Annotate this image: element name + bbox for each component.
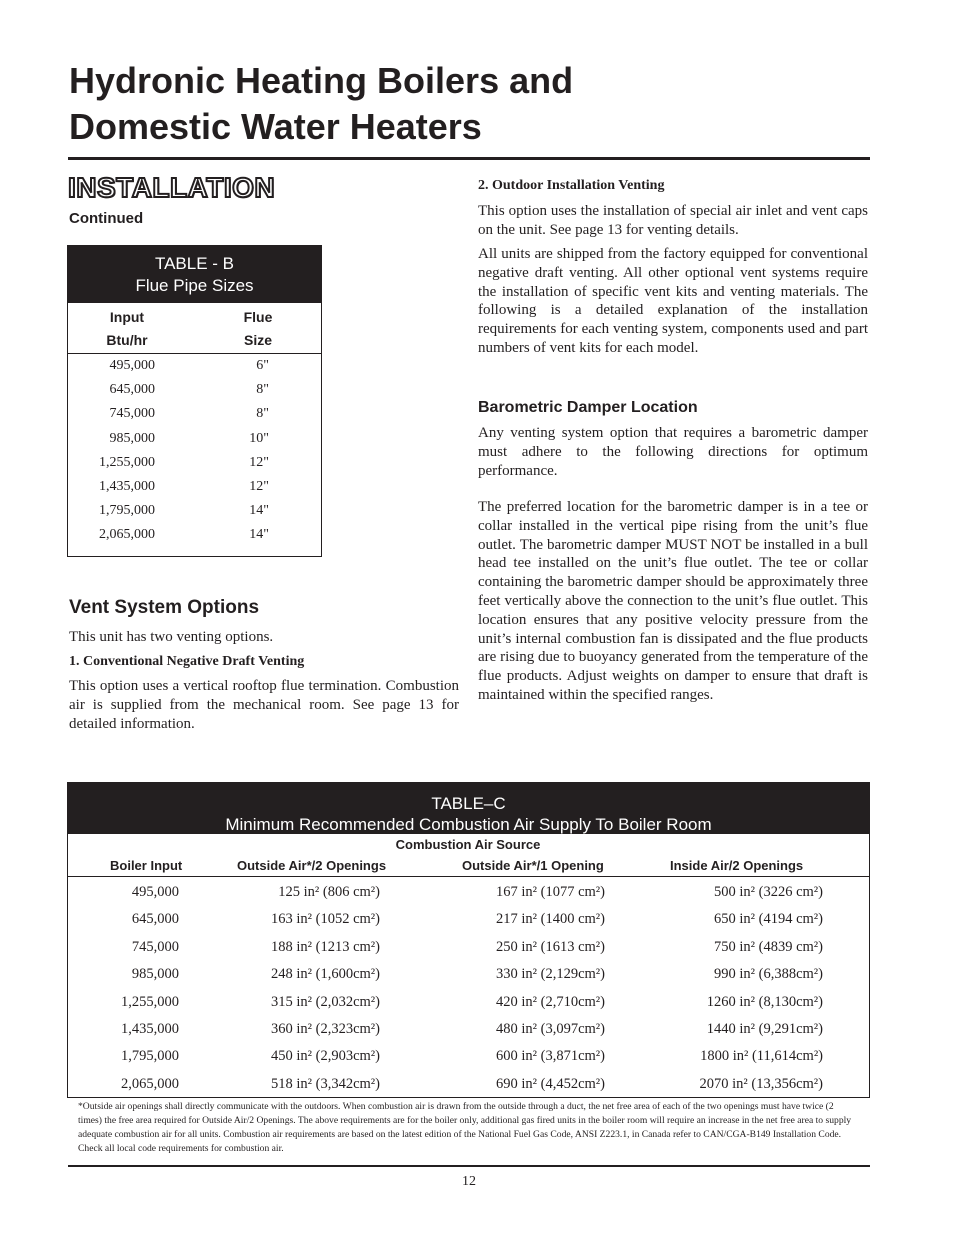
outside-air-1-opening-cell: 690 in² (4,452cm²)	[496, 1075, 605, 1092]
table-row	[68, 1043, 869, 1070]
option1-text: This option uses a vertical rooftop flue termination. Combustion air is supplied from the mechanical room. See page 13 for detailed information.	[69, 678, 459, 732]
table-b-subtitle: Flue Pipe Sizes	[135, 276, 254, 295]
outside-air-1-opening-cell: 330 in² (2,129cm²)	[496, 966, 605, 983]
outside-air-2-openings-cell: 125 in² (806 cm²)	[278, 884, 380, 900]
table-row	[68, 1071, 869, 1098]
table-b-title: TABLE - B	[154, 254, 235, 273]
title-divider	[68, 157, 870, 160]
table-c-subtitle: Minimum Recommended Combustion Air Supply To Boiler Room	[225, 815, 712, 834]
page-title	[69, 58, 889, 150]
vent-options-intro: This unit has two venting options.	[69, 629, 274, 645]
inside-air-2-openings-cell: 750 in² (4839 cm²)	[714, 938, 823, 955]
table-row	[68, 452, 321, 476]
flue-size-cell: 8"	[256, 406, 269, 422]
flue-size-cell: 14"	[249, 503, 269, 519]
table-row	[68, 906, 869, 933]
table-row	[68, 379, 321, 403]
table-row	[68, 476, 321, 500]
outside-air-2-openings-cell: 315 in² (2,032cm²)	[271, 993, 380, 1010]
table-row	[68, 1016, 869, 1043]
input-cell: 1,255,000	[99, 454, 155, 470]
table-b-column-headers	[68, 303, 321, 354]
table-c-body	[68, 877, 869, 1098]
outside-air-2-openings-cell: 450 in² (2,903cm²)	[271, 1048, 380, 1065]
flue-size-cell: 14"	[249, 527, 269, 543]
flue-pipe-sizes-table	[67, 245, 322, 557]
barometric-para2: The preferred location for the barometric damper is in a tee or collar installed in the vertical pipe rising from the unit’s flue outlet. The barometric damper MUST NOT be installed in a bull head tee installed on the unit’s flue outlet. The tee or collar containing the barometric damper should be approximately three feet vertically above the connection to the unit’s flue outlet. This location ensures that any positive velocity pressure from the unit’s internal combustion fan is dissipated and the flue products are rising due to buoyancy generated from the temperature of the flue products. Adjust weights on damper to ensure that draft is maintained within the specified ranges.	[478, 499, 868, 703]
boiler-input-cell: 2,065,000	[121, 1075, 179, 1092]
outside-air-2-openings-column-header: Outside Air*/2 Openings	[237, 858, 387, 873]
outside-air-2-openings-cell: 518 in² (3,342cm²)	[271, 1075, 380, 1092]
input-cell: 985,000	[109, 430, 155, 446]
input-cell: 1,795,000	[99, 503, 155, 519]
input-cell: 2,065,000	[99, 527, 155, 543]
inside-air-2-openings-cell: 650 in² (4194 cm²)	[714, 911, 823, 928]
table-row	[68, 989, 869, 1016]
input-column-header: Input Btu/hr	[106, 309, 148, 348]
table-row	[68, 428, 321, 452]
boiler-input-column-header: Boiler Input	[110, 858, 183, 873]
page-title-line1: Hydronic Heating Boilers and	[69, 60, 574, 101]
input-cell: 645,000	[109, 382, 155, 398]
outside-air-2-openings-cell: 248 in² (1,600cm²)	[271, 966, 380, 983]
inside-air-2-openings-cell: 990 in² (6,388cm²)	[714, 966, 823, 983]
all-units-text: All units are shipped from the factory equipped for conventional negative draft venting. All other optional vent systems require the installation of specific vent kits and venting materials. The following is a detailed explanation of the installation requirements for each venting system, components used and part numbers of vent kits for each model.	[478, 246, 868, 356]
flue-size-cell: 6"	[256, 358, 269, 373]
boiler-input-cell: 745,000	[131, 938, 179, 955]
outside-air-1-opening-cell: 217 in² (1400 cm²)	[496, 911, 605, 928]
inside-air-2-openings-cell: 1440 in² (9,291cm²)	[706, 1020, 823, 1037]
table-b-header	[68, 246, 321, 303]
barometric-heading: Barometric Damper Location	[478, 399, 698, 416]
input-cell: 1,435,000	[99, 478, 155, 494]
boiler-input-cell: 495,000	[131, 884, 179, 900]
outside-air-2-openings-cell: 163 in² (1052 cm²)	[271, 911, 380, 928]
combustion-air-source-header: Combustion Air Source	[395, 837, 541, 852]
page-number: 12	[462, 1174, 476, 1189]
input-cell: 745,000	[109, 406, 155, 422]
inside-air-2-openings-column-header: Inside Air/2 Openings	[670, 858, 804, 873]
table-row	[68, 524, 321, 548]
flue-size-cell: 12"	[249, 478, 269, 494]
table-c-column-headers	[68, 834, 869, 877]
section-subheading: Continued	[69, 210, 144, 227]
outside-air-2-openings-cell: 188 in² (1213 cm²)	[271, 938, 380, 955]
combustion-air-table	[67, 782, 870, 1098]
section-heading: INSTALLATION	[68, 172, 276, 203]
outside-air-1-opening-cell: 250 in² (1613 cm²)	[496, 938, 605, 955]
outside-air-1-opening-cell: 167 in² (1077 cm²)	[496, 884, 605, 900]
option2-text: This option uses the installation of special air inlet and vent caps on the unit. See page 13 for venting details.	[478, 203, 868, 238]
table-b-body	[68, 354, 321, 549]
table-row	[68, 934, 869, 961]
vent-options-heading: Vent System Options	[69, 597, 260, 618]
flue-size-cell: 10"	[249, 430, 269, 446]
boiler-input-cell: 1,255,000	[121, 993, 179, 1010]
inside-air-2-openings-cell: 1260 in² (8,130cm²)	[706, 993, 823, 1010]
table-row	[68, 403, 321, 427]
option1-heading: 1. Conventional Negative Draft Venting	[69, 654, 305, 669]
table-c-footnote: *Outside air openings shall directly communicate with the outdoors. When combustion air is drawn from the outside through a duct, the net free area of each of the two openings must have twice (2 times) the free area required for Outside Air/2 Openings. The above requirements are for the boiler only, additional gas fired units in the boiler room will require an increase in the net free area to supply adequate combustion air for all units. Combustion air requirements are based on the latest edition of the National Fuel Gas Code, ANSI Z223.1, in Canada refer to CAN/CGA-B149 Installation Code. Check all local code requirements for combustion air.	[78, 1101, 852, 1154]
inside-air-2-openings-cell: 500 in² (3226 cm²)	[714, 884, 823, 900]
outside-air-1-opening-column-header: Outside Air*/1 Opening	[462, 858, 604, 873]
inside-air-2-openings-cell: 2070 in² (13,356cm²)	[699, 1075, 823, 1092]
boiler-input-cell: 985,000	[131, 966, 179, 983]
input-cell: 495,000	[109, 358, 155, 373]
table-c-header	[68, 783, 869, 834]
flue-size-cell: 12"	[249, 454, 269, 470]
table-row	[68, 879, 869, 906]
outside-air-1-opening-cell: 600 in² (3,871cm²)	[496, 1048, 605, 1065]
table-c-title: TABLE–C	[431, 794, 506, 813]
barometric-para1: Any venting system option that requires a barometric damper must adhere to the following directions for optimum performance.	[478, 425, 868, 479]
footer-divider	[68, 1165, 870, 1167]
boiler-input-cell: 1,435,000	[121, 1020, 179, 1037]
boiler-input-cell: 1,795,000	[121, 1048, 179, 1065]
outside-air-1-opening-cell: 420 in² (2,710cm²)	[496, 993, 605, 1010]
page-title-line2: Domestic Water Heaters	[69, 106, 482, 147]
boiler-input-cell: 645,000	[131, 911, 179, 928]
option2-heading: 2. Outdoor Installation Venting	[478, 178, 665, 193]
flue-size-column-header: Flue Size	[243, 309, 273, 348]
inside-air-2-openings-cell: 1800 in² (11,614cm²)	[700, 1048, 823, 1065]
table-row	[68, 355, 321, 379]
outside-air-2-openings-cell: 360 in² (2,323cm²)	[271, 1020, 380, 1037]
outside-air-1-opening-cell: 480 in² (3,097cm²)	[496, 1020, 605, 1037]
flue-size-cell: 8"	[256, 382, 269, 398]
table-row	[68, 500, 321, 524]
table-row	[68, 961, 869, 988]
